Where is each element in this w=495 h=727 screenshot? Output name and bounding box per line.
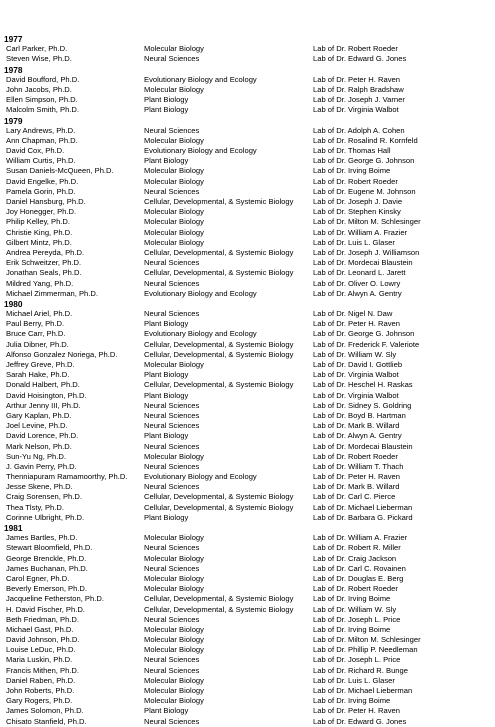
alumni-row [0, 442, 495, 452]
alumni-row [0, 482, 495, 492]
alumni-row [0, 228, 495, 238]
program-name: Molecular Biology [144, 135, 204, 145]
program-name: Molecular Biology [144, 44, 204, 54]
program-name: Neural Sciences [144, 614, 200, 624]
program-name: Neural Sciences [144, 309, 200, 319]
lab-name: Lab of Dr. Michael Lieberman [313, 686, 413, 695]
lab-name: Lab of Dr. Mordecai Blaustein [313, 441, 413, 451]
lab-name: Lab of Dr. Virginia Walbot [313, 390, 399, 400]
program-name: Cellular, Developmental, & Systemic Biology [144, 604, 294, 614]
alumni-row [0, 686, 495, 696]
program-name: Evolutionary Biology and Ecology [144, 472, 257, 482]
alumni-row [0, 319, 495, 329]
alumni-row [0, 289, 495, 299]
person-name: Gary Kaplan, Ph.D. [6, 410, 72, 420]
alumni-row [0, 197, 495, 207]
person-name: Mildred Yang, Ph.D. [6, 278, 74, 288]
person-name: Stewart Bloomfield, Ph.D. [6, 543, 93, 553]
lab-name: Lab of Dr. Alwyn A. Gentry [313, 288, 402, 298]
person-name: Craig Sorensen, Ph.D. [6, 492, 82, 502]
person-name: H. David Fischer, Ph.D. [6, 604, 85, 614]
person-name: Paul Berry, Ph.D. [6, 319, 65, 329]
alumni-row [0, 360, 495, 370]
person-name: Andrea Pereyda, Ph.D. [6, 247, 85, 257]
alumni-row [0, 421, 495, 431]
lab-name: Lab of Dr. Robert Roeder [313, 44, 398, 54]
program-name: Neural Sciences [144, 655, 200, 665]
alumni-row [0, 146, 495, 156]
program-name: Cellular, Developmental, & Systemic Biology [144, 339, 294, 349]
person-name: Thea Tlsty, Ph.D. [6, 502, 64, 512]
program-name: Cellular, Developmental, & Systemic Biology [144, 349, 294, 359]
lab-name: Lab of Dr. Milton M. Schlesinger [313, 635, 421, 645]
lab-name: Lab of Dr. Peter H. Raven [313, 319, 400, 329]
lab-name: Lab of Dr. Rosalind R. Kornfeld [313, 135, 418, 145]
alumni-row [0, 645, 495, 655]
person-name: Malcolm Smith, Ph.D. [6, 105, 80, 115]
year-heading: 1979 [4, 115, 23, 126]
alumni-row [0, 431, 495, 441]
program-name: Cellular, Developmental, & Systemic Biology [144, 492, 294, 502]
alumni-row [0, 187, 495, 197]
person-name: David Hoisington, Ph.D. [6, 390, 87, 400]
program-name: Molecular Biology [144, 553, 204, 563]
lab-name: Lab of Dr. Leonard L. Jarett [313, 268, 406, 278]
lab-name: Lab of Dr. Adolph A. Cohen [313, 125, 405, 135]
person-name: Pamela Gorin, Ph.D. [6, 186, 76, 196]
program-name: Cellular, Developmental, & Systemic Biology [144, 268, 294, 278]
lab-name: Lab of Dr. George G. Johnson [313, 156, 415, 166]
alumni-row [0, 584, 495, 594]
lab-name: Lab of Dr. Ralph Bradshaw [313, 84, 404, 94]
person-name: Joy Honegger, Ph.D. [6, 207, 77, 217]
alumni-row [0, 564, 495, 574]
program-name: Plant Biology [144, 706, 189, 716]
person-name: Steven Wise, Ph.D. [6, 54, 72, 64]
person-name: Donald Halbert, Ph.D. [6, 380, 80, 390]
program-name: Plant Biology [144, 512, 189, 522]
person-name: Corinne Ulbright, Ph.D. [6, 512, 85, 522]
program-name: Neural Sciences [144, 563, 200, 573]
alumni-row [0, 411, 495, 421]
person-name: Daniel Raben, Ph.D. [6, 675, 76, 685]
person-name: Thenniapuram Ramamoorthy, Ph.D. [6, 472, 128, 482]
person-name: Sun-Yu Ng, Ph.D. [6, 451, 66, 461]
alumni-row [0, 75, 495, 85]
program-name: Neural Sciences [144, 278, 200, 288]
alumni-row [0, 329, 495, 339]
alumni-row [0, 248, 495, 258]
lab-name: Lab of Dr. Edward G. Jones [313, 54, 407, 64]
person-name: David Cox, Ph.D. [6, 146, 65, 156]
person-name: Michael Gast, Ph.D. [6, 624, 74, 634]
alumni-row [0, 105, 495, 115]
program-name: Molecular Biology [144, 573, 204, 583]
person-name: David Johnson, Ph.D. [6, 635, 80, 645]
alumni-row [0, 401, 495, 411]
lab-name: Lab of Dr. Eugene M. Johnson [313, 186, 416, 196]
person-name: George Brenckle, Ph.D. [6, 553, 87, 563]
lab-name: Lab of Dr. Joseph J. Varner [313, 95, 405, 105]
alumni-row [0, 177, 495, 187]
person-name: Louise LeDuc, Ph.D. [6, 645, 76, 655]
lab-name: Lab of Dr. Mark B. Willard [313, 482, 400, 492]
alumni-row [0, 126, 495, 136]
lab-name: Lab of Dr. Stephen Kinsky [313, 207, 401, 217]
person-name: David Engelke, Ph.D. [6, 176, 79, 186]
lab-name: Lab of Dr. Joseph L. Price [313, 655, 401, 665]
alumni-row [0, 543, 495, 553]
alumni-row [0, 54, 495, 64]
alumni-row [0, 44, 495, 54]
program-name: Cellular, Developmental, & Systemic Biology [144, 594, 294, 604]
program-name: Molecular Biology [144, 84, 204, 94]
program-name: Plant Biology [144, 95, 189, 105]
person-name: Gilbert Mintz, Ph.D. [6, 237, 72, 247]
lab-name: Lab of Dr. David I. Gottlieb [313, 360, 403, 369]
alumni-row [0, 309, 495, 319]
alumni-list [0, 34, 495, 727]
person-name: Beverly Emerson, Ph.D. [6, 584, 88, 594]
alumni-row [0, 350, 495, 360]
person-name: James Solomon, Ph.D. [6, 706, 84, 716]
person-name: Daniel Hansburg, Ph.D. [6, 197, 86, 206]
program-name: Molecular Biology [144, 533, 204, 543]
person-name: Bruce Carr, Ph.D. [6, 329, 66, 339]
alumni-row [0, 391, 495, 401]
alumni-row [0, 380, 495, 390]
year-heading: 1978 [4, 64, 23, 75]
program-name: Neural Sciences [144, 125, 200, 135]
program-name: Cellular, Developmental, & Systemic Biology [144, 197, 294, 206]
alumni-row [0, 472, 495, 482]
lab-name: Lab of Dr. Michael Lieberman [313, 502, 413, 512]
lab-name: Lab of Dr. Peter H. Raven [313, 472, 400, 482]
lab-name: Lab of Dr. Joseph J. Davie [313, 197, 403, 206]
lab-name: Lab of Dr. William A. Frazier [313, 533, 408, 543]
alumni-row [0, 268, 495, 278]
alumni-row [0, 696, 495, 706]
person-name: Lary Andrews, Ph.D. [6, 125, 76, 135]
lab-name: Lab of Dr. Robert Roeder [313, 584, 398, 594]
alumni-row [0, 217, 495, 227]
lab-name: Lab of Dr. George G. Johnson [313, 329, 415, 339]
alumni-row [0, 717, 495, 727]
alumni-row [0, 574, 495, 584]
person-name: James Buchanan, Ph.D. [6, 563, 88, 573]
program-name: Neural Sciences [144, 54, 200, 64]
alumni-row [0, 156, 495, 166]
person-name: J. Gavin Perry, Ph.D. [6, 461, 77, 471]
lab-name: Lab of Dr. Barbara G. Pickard [313, 512, 413, 522]
program-name: Molecular Biology [144, 227, 204, 237]
lab-name: Lab of Dr. Irving Boime [313, 624, 391, 634]
program-name: Molecular Biology [144, 176, 204, 186]
program-name: Cellular, Developmental, & Systemic Biology [144, 502, 294, 512]
person-name: Christie King, Ph.D. [6, 227, 73, 237]
year-section [0, 65, 495, 116]
year-section [0, 523, 495, 727]
person-name: Jacqueline Fetherston, Ph.D. [6, 594, 104, 604]
program-name: Molecular Biology [144, 675, 204, 685]
lab-name: Lab of Dr. Irving Boime [313, 166, 391, 176]
person-name: Michael Ariel, Ph.D. [6, 309, 73, 319]
person-name: Jonathan Seals, Ph.D. [6, 268, 82, 278]
lab-name: Lab of Dr. Phillip P. Needleman [313, 645, 418, 655]
alumni-row [0, 513, 495, 523]
alumni-row [0, 492, 495, 502]
person-name: Arthur Jenny III, Ph.D. [6, 400, 81, 410]
program-name: Plant Biology [144, 105, 189, 115]
person-name: Maria Luskin, Ph.D. [6, 655, 73, 665]
lab-name: Lab of Dr. Nigel N. Daw [313, 309, 393, 319]
program-name: Molecular Biology [144, 696, 204, 706]
alumni-row [0, 625, 495, 635]
year-heading: 1981 [4, 523, 23, 533]
lab-name: Lab of Dr. Thomas Hall [313, 146, 391, 156]
alumni-row [0, 666, 495, 676]
lab-name: Lab of Dr. Alwyn A. Gentry [313, 431, 402, 441]
lab-name: Lab of Dr. Luis L. Glaser [313, 237, 395, 247]
alumni-row [0, 238, 495, 248]
person-name: Susan Daniels-McQueen, Ph.D. [6, 166, 114, 176]
program-name: Molecular Biology [144, 635, 204, 645]
lab-name: Lab of Dr. Richard R. Bunge [313, 665, 408, 675]
lab-name: Lab of Dr. Heschel H. Raskas [313, 380, 413, 390]
person-name: Julia Dibner, Ph.D. [6, 339, 69, 349]
person-name: James Bartles, Ph.D. [6, 533, 78, 543]
program-name: Molecular Biology [144, 207, 204, 217]
person-name: Mark Nelson, Ph.D. [6, 441, 72, 451]
person-name: Erik Schweitzer, Ph.D. [6, 258, 82, 268]
alumni-row [0, 635, 495, 645]
person-name: Carol Egner, Ph.D. [6, 573, 70, 583]
program-name: Neural Sciences [144, 716, 200, 726]
lab-name: Lab of Dr. Milton M. Schlesinger [313, 217, 421, 227]
lab-name: Lab of Dr. Irving Boime [313, 594, 391, 604]
program-name: Plant Biology [144, 370, 189, 380]
alumni-row [0, 533, 495, 543]
alumni-row [0, 594, 495, 604]
alumni-row [0, 655, 495, 665]
lab-name: Lab of Dr. Craig Jackson [313, 553, 397, 563]
lab-name: Lab of Dr. Edward G. Jones [313, 716, 407, 726]
program-name: Evolutionary Biology and Ecology [144, 329, 257, 339]
lab-name: Lab of Dr. William W. Sly [313, 349, 397, 359]
alumni-row [0, 706, 495, 716]
lab-name: Lab of Dr. Robert R. Miller [313, 543, 401, 553]
lab-name: Lab of Dr. Douglas E. Berg [313, 573, 404, 583]
alumni-row [0, 605, 495, 615]
program-name: Molecular Biology [144, 217, 204, 227]
program-name: Cellular, Developmental, & Systemic Biology [144, 247, 294, 257]
program-name: Neural Sciences [144, 441, 200, 451]
person-name: David Boufford, Ph.D. [6, 74, 80, 84]
lab-name: Lab of Dr. Sidney S. Goldring [313, 400, 412, 410]
program-name: Plant Biology [144, 390, 189, 400]
program-name: Evolutionary Biology and Ecology [144, 146, 257, 156]
person-name: David Lorence, Ph.D. [6, 431, 79, 441]
lab-name: Lab of Dr. Virginia Walbot [313, 370, 399, 380]
program-name: Neural Sciences [144, 400, 200, 410]
program-name: Molecular Biology [144, 360, 204, 369]
lab-name: Lab of Dr. Virginia Walbot [313, 105, 399, 115]
lab-name: Lab of Dr. Luis L. Glaser [313, 675, 395, 685]
program-name: Cellular, Developmental, & Systemic Biology [144, 380, 294, 390]
lab-name: Lab of Dr. Joseph L. Price [313, 614, 401, 624]
year-heading: 1980 [4, 298, 23, 309]
program-name: Plant Biology [144, 431, 189, 441]
person-name: Jesse Skene, Ph.D. [6, 482, 73, 492]
person-name: William Curtis, Ph.D. [6, 156, 76, 166]
person-name: Francis Mithen, Ph.D. [6, 665, 80, 675]
person-name: Ann Chapman, Ph.D. [6, 135, 78, 145]
program-name: Evolutionary Biology and Ecology [144, 288, 257, 298]
program-name: Plant Biology [144, 319, 189, 329]
year-section [0, 299, 495, 523]
lab-name: Lab of Dr. Peter H. Raven [313, 74, 400, 84]
alumni-row [0, 166, 495, 176]
program-name: Plant Biology [144, 156, 189, 166]
lab-name: Lab of Dr. Boyd B. Hartman [313, 410, 406, 420]
year-heading: 1977 [4, 34, 23, 44]
alumni-row [0, 452, 495, 462]
person-name: Gary Rogers, Ph.D. [6, 696, 73, 706]
program-name: Neural Sciences [144, 258, 200, 268]
lab-name: Lab of Dr. Mordecai Blaustein [313, 258, 413, 268]
program-name: Neural Sciences [144, 461, 200, 471]
lab-name: Lab of Dr. William A. Frazier [313, 227, 408, 237]
program-name: Molecular Biology [144, 237, 204, 247]
program-name: Neural Sciences [144, 482, 200, 492]
program-name: Molecular Biology [144, 166, 204, 176]
year-section [0, 116, 495, 299]
program-name: Neural Sciences [144, 410, 200, 420]
alumni-row [0, 554, 495, 564]
alumni-row [0, 503, 495, 513]
lab-name: Lab of Dr. Irving Boime [313, 696, 391, 706]
program-name: Neural Sciences [144, 421, 200, 431]
alumni-row [0, 462, 495, 472]
program-name: Molecular Biology [144, 584, 204, 594]
alumni-row [0, 340, 495, 350]
person-name: John Roberts, Ph.D. [6, 686, 75, 695]
lab-name: Lab of Dr. Joseph J. Williamson [313, 247, 420, 257]
person-name: Sarah Hake, Ph.D. [6, 370, 70, 380]
person-name: Ellen Simpson, Ph.D. [6, 95, 78, 105]
alumni-row [0, 85, 495, 95]
person-name: Beth Friedman, Ph.D. [6, 614, 80, 624]
lab-name: Lab of Dr. Oliver O. Lowry [313, 278, 401, 288]
lab-name: Lab of Dr. William T. Thach [313, 461, 404, 471]
alumni-row [0, 207, 495, 217]
program-name: Molecular Biology [144, 686, 204, 695]
person-name: Philip Kelley, Ph.D. [6, 217, 71, 227]
program-name: Neural Sciences [144, 186, 200, 196]
lab-name: Lab of Dr. Peter H. Raven [313, 706, 400, 716]
person-name: Jeffrey Greve, Ph.D. [6, 360, 75, 369]
lab-name: Lab of Dr. Carl C. Pierce [313, 492, 396, 502]
lab-name: Lab of Dr. William W. Sly [313, 604, 397, 614]
program-name: Molecular Biology [144, 645, 204, 655]
person-name: Carl Parker, Ph.D. [6, 44, 68, 54]
alumni-row [0, 370, 495, 380]
alumni-row [0, 258, 495, 268]
lab-name: Lab of Dr. Mark B. Willard [313, 421, 400, 431]
lab-name: Lab of Dr. Robert Roeder [313, 451, 398, 461]
lab-name: Lab of Dr. Carl C. Rovainen [313, 563, 406, 573]
program-name: Neural Sciences [144, 543, 200, 553]
program-name: Molecular Biology [144, 624, 204, 634]
person-name: Chisato Stanfield, Ph.D. [6, 716, 87, 726]
alumni-row [0, 676, 495, 686]
lab-name: Lab of Dr. Robert Roeder [313, 176, 398, 186]
year-section [0, 34, 495, 65]
program-name: Evolutionary Biology and Ecology [144, 74, 257, 84]
alumni-row [0, 95, 495, 105]
person-name: Michael Zimmerman, Ph.D. [6, 288, 98, 298]
person-name: Joel Levine, Ph.D. [6, 421, 68, 431]
lab-name: Lab of Dr. Frederick F. Valeriote [313, 339, 420, 349]
person-name: John Jacobs, Ph.D. [6, 84, 72, 94]
program-name: Molecular Biology [144, 451, 204, 461]
person-name: Alfonso Gonzalez Noriega, Ph.D. [6, 349, 118, 359]
alumni-row [0, 615, 495, 625]
alumni-row [0, 279, 495, 289]
program-name: Neural Sciences [144, 665, 200, 675]
alumni-row [0, 136, 495, 146]
